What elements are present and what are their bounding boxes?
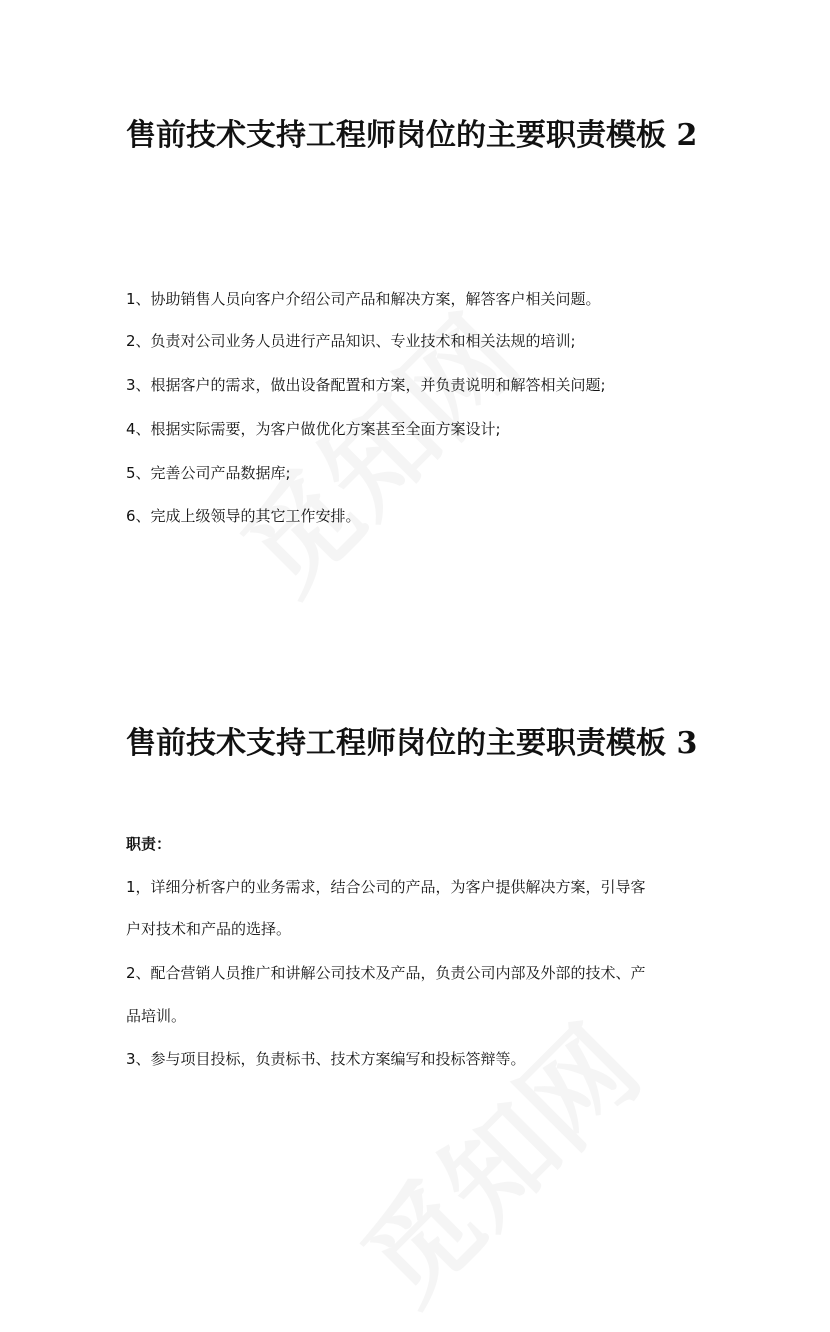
section-2-item: 2、负责对公司业务人员进行产品知识、专业技术和相关法规的培训; <box>126 332 576 350</box>
watermark-upper <box>202 276 547 621</box>
section-2-item: 1、协助销售人员向客户介绍公司产品和解决方案，解答客户相关问题。 <box>126 290 601 308</box>
section-3-line: 品培训。 <box>126 1007 187 1025</box>
watermark-lower <box>322 986 667 1331</box>
section-2-item: 4、根据实际需要，为客户做优化方案甚至全面方案设计; <box>126 420 501 438</box>
section-2-item: 5、完善公司产品数据库; <box>126 464 291 482</box>
section-2-item: 3、根据客户的需求，做出设备配置和方案，并负责说明和解答相关问题; <box>126 376 606 394</box>
section-3-title: 售前技术支持工程师岗位的主要职责模板 3 <box>126 726 698 761</box>
section-3-line: 2、配合营销人员推广和讲解公司技术及产品，负责公司内部及外部的技术、产 <box>126 964 646 982</box>
section-3-line: 1，详细分析客户的业务需求，结合公司的产品，为客户提供解决方案，引导客 <box>126 878 646 896</box>
section-3-line: 3、参与项目投标，负责标书、技术方案编写和投标答辩等。 <box>126 1050 526 1068</box>
section-2-title: 售前技术支持工程师岗位的主要职责模板 2 <box>126 118 698 153</box>
section-3-line: 户对技术和产品的选择。 <box>126 920 292 938</box>
section-2-item: 6、完成上级领导的其它工作安排。 <box>126 507 361 525</box>
section-3-label: 职责： <box>126 835 172 853</box>
